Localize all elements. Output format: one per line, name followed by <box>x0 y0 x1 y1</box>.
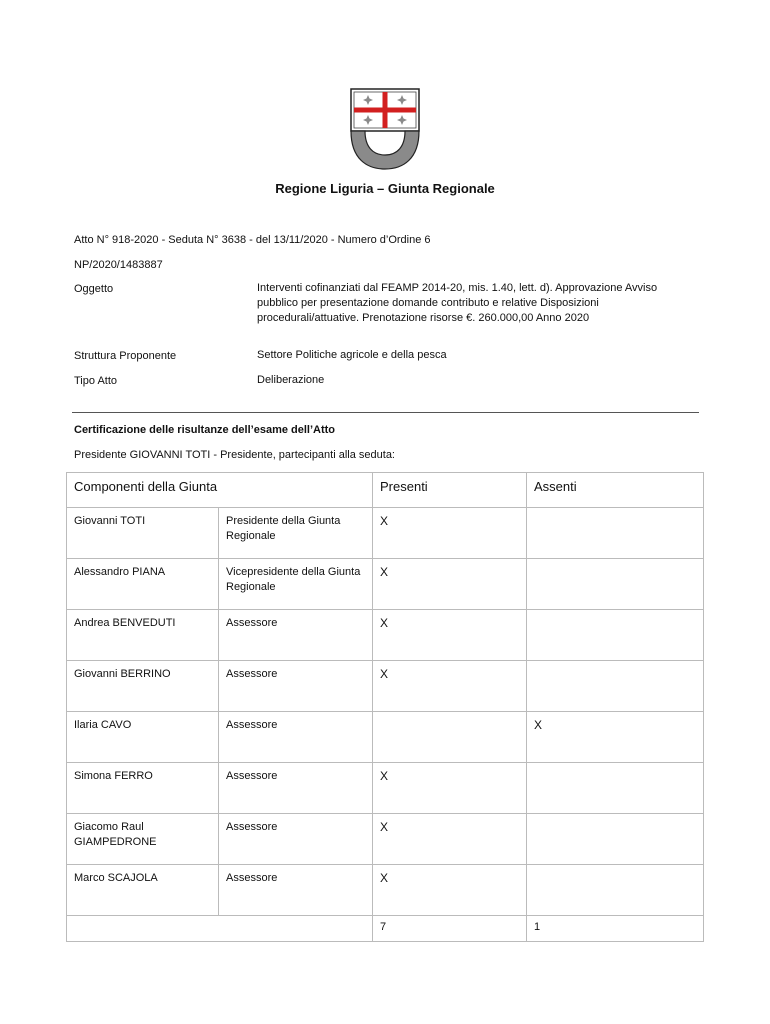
oggetto-label: Oggetto <box>74 283 114 295</box>
table-row <box>67 814 704 865</box>
member-absent <box>527 508 704 559</box>
member-role: Assessore <box>219 763 373 814</box>
member-name: Simona FERRO <box>67 763 219 814</box>
table-header-row <box>67 473 704 508</box>
member-name: Giacomo Raul GIAMPEDRONE <box>67 814 219 865</box>
member-role: Presidente della Giunta Regionale <box>219 508 373 559</box>
member-name: Andrea BENVEDUTI <box>67 610 219 661</box>
tipo-atto-value: Deliberazione <box>257 374 325 386</box>
member-absent <box>527 610 704 661</box>
page-title: Regione Liguria – Giunta Regionale <box>275 181 495 196</box>
totals-label-cell <box>67 916 373 942</box>
member-present: X <box>373 763 527 814</box>
table-row <box>67 712 704 763</box>
struttura-label: Struttura Proponente <box>74 350 177 362</box>
member-name: Giovanni BERRINO <box>67 661 219 712</box>
header-absent: Assenti <box>527 473 704 508</box>
member-role: Assessore <box>219 610 373 661</box>
header-present: Presenti <box>373 473 527 508</box>
table-row <box>67 610 704 661</box>
protocol-number: NP/2020/1483887 <box>74 259 163 271</box>
member-name: Marco SCAJOLA <box>67 865 219 916</box>
member-name: Ilaria CAVO <box>67 712 219 763</box>
member-role: Assessore <box>219 712 373 763</box>
table-row <box>67 559 704 610</box>
oggetto-value: Interventi cofinanziati dal FEAMP 2014-20, mis. 1.40, lett. d). Approvazione Avviso pubblico per presentazione domande contributo e relative Disposizioni procedurali/attuative. Prenotazione risorse €. 260.000,00 Anno 2020 <box>257 282 658 324</box>
member-absent <box>527 559 704 610</box>
member-absent: X <box>527 712 704 763</box>
member-role: Assessore <box>219 661 373 712</box>
member-present: X <box>373 661 527 712</box>
totals-row <box>67 916 704 942</box>
member-present: X <box>373 559 527 610</box>
table-row <box>67 865 704 916</box>
member-role: Assessore <box>219 865 373 916</box>
table-row <box>67 508 704 559</box>
member-name: Giovanni TOTI <box>67 508 219 559</box>
table-row <box>67 763 704 814</box>
member-absent <box>527 865 704 916</box>
member-absent <box>527 814 704 865</box>
regione-liguria-coat-of-arms <box>347 87 423 171</box>
table-row <box>67 661 704 712</box>
member-absent <box>527 661 704 712</box>
tipo-atto-label: Tipo Atto <box>74 375 118 387</box>
act-number-line: Atto N° 918-2020 - Seduta N° 3638 - del 13/11/2020 - Numero d’Ordine 6 <box>74 234 431 246</box>
member-present: X <box>373 865 527 916</box>
certification-title: Certificazione delle risultanze dell’esame dell’Atto <box>74 424 336 436</box>
member-present: X <box>373 814 527 865</box>
section-divider <box>72 412 699 413</box>
member-role: Vicepresidente della Giunta Regionale <box>219 559 373 610</box>
member-name: Alessandro PIANA <box>67 559 219 610</box>
struttura-value: Settore Politiche agricole e della pesca <box>257 349 447 361</box>
total-absent: 1 <box>527 916 704 942</box>
member-present: X <box>373 610 527 661</box>
president-line: Presidente GIOVANNI TOTI - Presidente, partecipanti alla seduta: <box>74 449 395 461</box>
member-absent <box>527 763 704 814</box>
member-role: Assessore <box>219 814 373 865</box>
header-members: Componenti della Giunta <box>67 473 373 508</box>
member-present <box>373 712 527 763</box>
total-present: 7 <box>373 916 527 942</box>
member-present: X <box>373 508 527 559</box>
members-table <box>66 472 704 942</box>
